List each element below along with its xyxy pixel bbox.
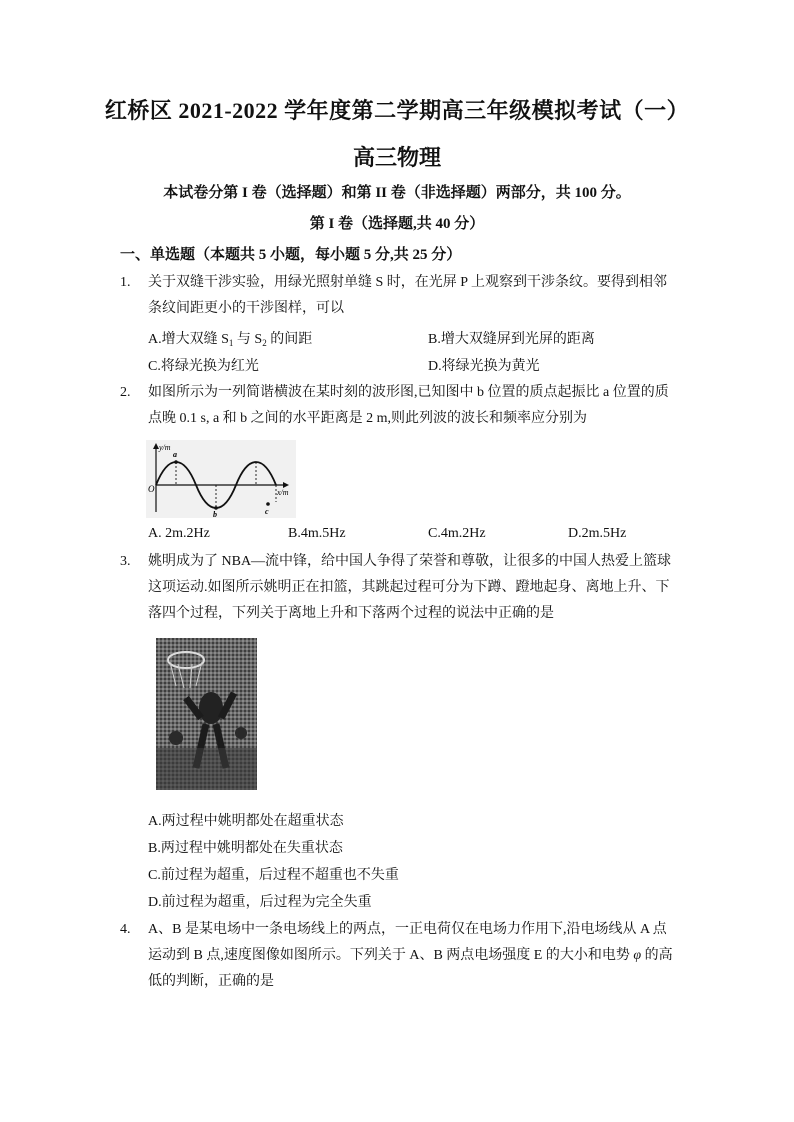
option-text: 与 S [236,332,263,347]
option-d: D.2m.5Hz [568,526,627,541]
x-axis-label: x/m [277,488,289,497]
label-c: c [265,507,269,516]
text-segment: 的高 [644,948,673,963]
option-d: D.将绿光换为黄光 [428,359,540,374]
point-a [174,460,178,464]
question-text-line: 低的判断，正确的是 [148,974,274,989]
label-b: b [213,510,217,518]
question-text-line: 落四个过程，下列关于离地上升和下落两个过程的说法中正确的是 [148,606,554,621]
origin-label: O [148,484,155,494]
question-1 [120,270,680,322]
question-text-line: 条纹间距更小的干涉图样，可以 [148,301,344,316]
option-text: A.增大双缝 S [148,332,229,347]
y-axis-label: y/m [159,443,171,452]
option-b: B.两过程中姚明都处在失重状态 [148,841,343,856]
wave-figure [146,440,296,518]
section-heading: 一、单选题（本题共 5 小题，每小题 5 分,共 25 分） [120,247,462,263]
subscript: 1 [228,338,234,348]
question-number: 1. [120,275,131,290]
text-segment: 运动到 B 点,速度图像如图所示。下列关于 A、B 两点电场强度 E 的大小和电势 [148,948,630,963]
basketball-photo [156,638,257,790]
question-text-line: A、B 是某电场中一条电场线上的两点，一正电荷仅在电场力作用下,沿电场线从 A 点 [148,922,667,937]
question-text-line: 这项运动.如图所示姚明正在扣篮，其跳起过程可分为下蹲、蹬地起身、离地上升、下 [148,580,670,595]
point-c [266,502,270,506]
option-c: C.前过程为超重，后过程不超重也不失重 [148,868,399,883]
option-a [148,328,312,348]
option-a: A.两过程中姚明都处在超重状态 [148,814,344,829]
question-number: 4. [120,922,131,937]
option-text: 的间距 [270,332,313,347]
question-4 [120,917,680,995]
exam-subject: 高三物理 [352,145,441,170]
question-text-line [148,943,680,969]
phi-symbol: φ [633,948,642,963]
part-heading: 第 I 卷（选择题,共 40 分） [309,216,485,232]
question-text-line: 点晚 0.1 s, a 和 b 之间的水平距离是 2 m,则此列波的波长和频率应分别为 [148,411,588,426]
label-a: a [173,450,177,459]
question-text-line: 关于双缝干涉实验，用绿光照射单缝 S 时，在光屏 P 上观察到干涉条纹。要得到相邻 [148,275,668,290]
option-b: B.增大双缝屏到光屏的距离 [428,332,595,347]
question-number: 2. [120,385,131,400]
option-c: C.将绿光换为红光 [148,359,259,374]
question-2 [120,380,680,432]
exam-note: 本试卷分第 I 卷（选择题）和第 II 卷（非选择题）两部分，共 100 分。 [163,185,631,201]
option-b: B.4m.5Hz [288,526,346,541]
question-text-line: 如图所示为一列简谐横波在某时刻的波形图,已知图中 b 位置的质点起振比 a 位置的质 [148,385,669,400]
question-number: 3. [120,554,131,569]
option-a: A. 2m.2Hz [148,526,210,541]
subscript: 2 [262,338,267,348]
exam-title: 红桥区 2021-2022 学年度第二学期高三年级模拟考试（一） [104,98,690,123]
option-d: D.前过程为超重，后过程为完全失重 [148,895,372,910]
option-c: C.4m.2Hz [428,526,486,541]
question-3 [120,549,680,627]
question-text-line: 姚明成为了 NBA—流中锋，给中国人争得了荣誉和尊敬，让很多的中国人热爱上篮球 [148,554,672,569]
